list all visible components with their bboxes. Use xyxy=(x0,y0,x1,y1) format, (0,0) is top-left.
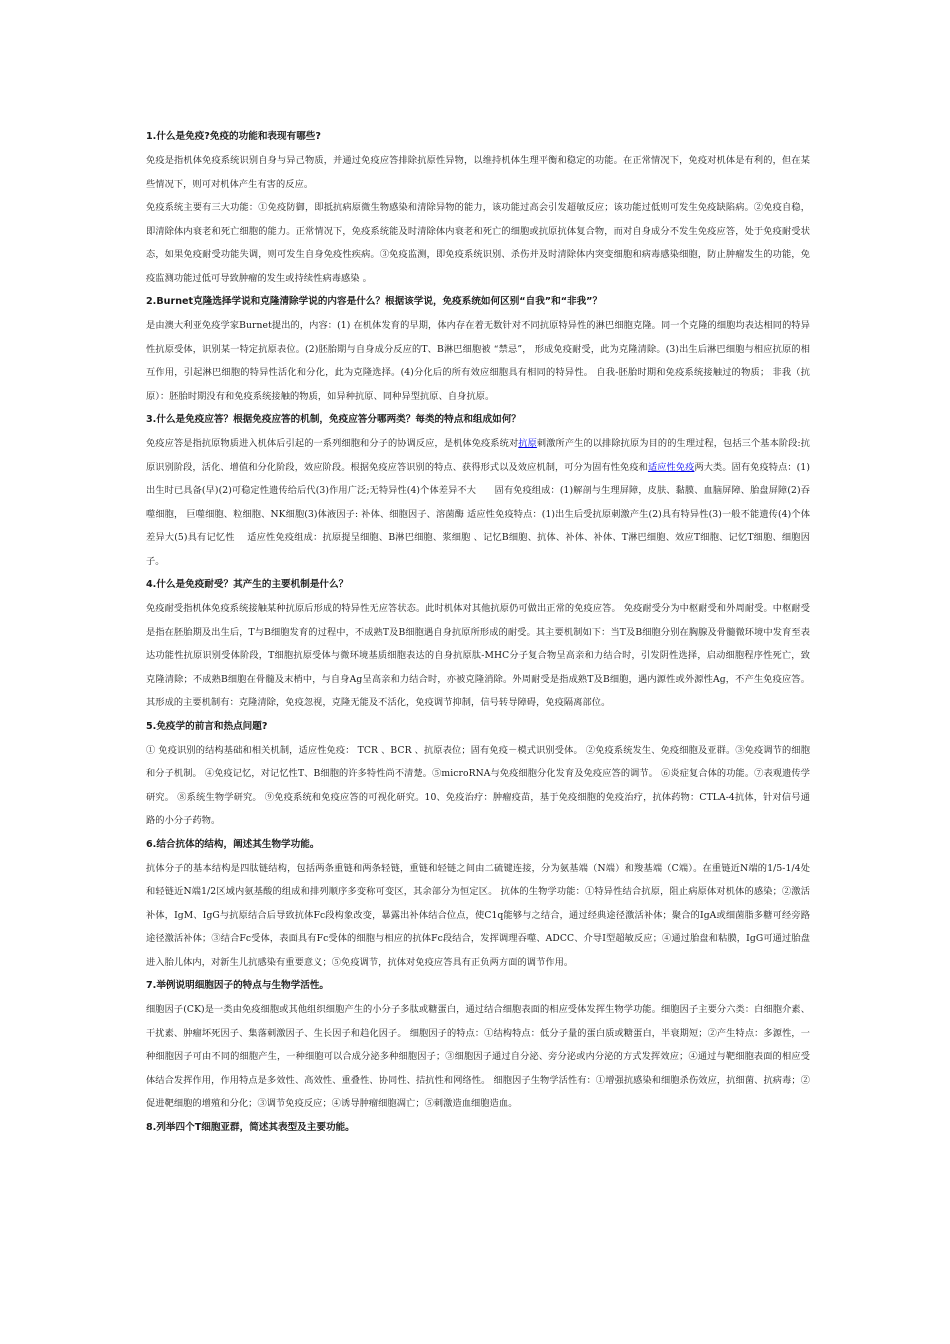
question-4-heading: 4.什么是免疫耐受？其产生的主要机制是什么？ xyxy=(146,579,349,590)
answer-1-paragraph-1: 免疫是指机体免疫系统识别自身与异己物质，并通过免疫应答排除抗原性异物，以维持机体生理平衡和稳定的功能。在正常情况下，免疫对机体是有利的，但在某些情况下，则可对机体产生有害的反应。 xyxy=(146,155,810,190)
antigen-link[interactable]: 抗原 xyxy=(518,438,537,449)
answer-2-paragraph: 是由澳大利亚免疫学家Burnet提出的，内容：(1) 在机体发育的早期，体内存在着无数针对不同抗原特异性的淋巴细胞克隆。同一个克隆的细胞均表达相同的特异性抗原受体，识别某一特定抗原表位。(2)胚胎期与自身成分反应的T、B淋巴细胞被 “禁忌”， 形成免疫耐受，此为克隆清除。(3)出生后淋巴细胞与相应抗原的相互作用，引起淋巴细胞的特异性活化和分化，此为克隆选择。(4)分化后的所有效应细胞具有相同的特异性。 自我-胚胎时期和免疫系统接触过的物质； 非我（抗原）：胚胎时期没有和免疫系统接触的物质，如异种抗原、同种异型抗原、自身抗原。 xyxy=(146,320,810,402)
document-body xyxy=(146,125,810,1140)
answer-3-text-end: 两大类。固有免疫特点：(1)出生时已具备(早)(2)可稳定性遗传给后代(3)作用广泛;无特异性(4)个体差异不大 固有免疫组成：(1)解剖与生理屏障，皮肤、黏膜、血脑屏障、胎盘屏障(2)吞噬细胞， 巨噬细胞、粒细胞、NK细胞(3)体液因子: 补体、细胞因子、溶菌酶 适应性免疫特点：(1)出生后受抗原刺激产生(2)具有特异性(3)一般不能遗传(4)个体差异大(5)具有记忆性 适应性免疫组成：抗原提呈细胞、B淋巴细胞、浆细胞 、记忆B细胞、抗体、补体、补体、T淋巴细胞、效应T细胞、记忆T细胞、细胞因子。 xyxy=(146,461,810,567)
answer-3-text-start: 免疫应答是指抗原物质进入机体后引起的一系列细胞和分子的协调反应，是机体免疫系统对 xyxy=(146,438,519,449)
question-1-heading: 1.什么是免疫?免疫的功能和表现有哪些? xyxy=(146,131,321,142)
answer-1-paragraph-2: 免疫系统主要有三大功能：①免疫防御，即抵抗病原微生物感染和清除异物的能力，该功能过高会引发超敏反应；该功能过低则可发生免疫缺陷病。②免疫自稳，即清除体内衰老和死亡细胞的能力。正常情况下，免疫系统能及时清除体内衰老和死亡的细胞或抗原抗体复合物，而对自身成分不发生免疫应答，处于免疫耐受状态，如果免疫耐受功能失调，则可发生自身免疫性疾病。③免疫监测，即免疫系统识别、杀伤并及时清除体内突变细胞和病毒感染细胞，防止肿瘤发生的功能，免疫监测功能过低可导致肿瘤的发生或持续性病毒感染 。 xyxy=(146,202,810,284)
answer-3-text-middle: 刺激所产生的以排除抗原为目的的生理过程，包括三个基本阶段:抗原识别阶段，活化、增值和分化阶段，效应阶段。根据免疫应答识别的特点、获得形式以及效应机制，可分为固有性免疫和 xyxy=(146,438,810,473)
question-3-heading: 3.什么是免疫应答？根据免疫应答的机制，免疫应答分哪两类？每类的特点和组成如何？ xyxy=(146,414,521,425)
question-7-heading: 7.举例说明细胞因子的特点与生物学活性。 xyxy=(146,980,330,991)
answer-6-paragraph: 抗体分子的基本结构是四肽链结构，包括两条重链和两条轻链，重链和轻链之间由二硫键连接，分为氨基端（N端）和羧基端（C端）。在重链近N端的1/5-1/4处和轻链近N端1/2区域内氨基酸的组成和排列顺序多变称可变区，其余部分为恒定区。 抗体的生物学功能：①特异性结合抗原，阻止病原体对机体的感染；②激活补体，IgM、IgG与抗原结合后导致抗体Fc段构象改变，暴露出补体结合位点，使C1q能够与之结合，通过经典途径激活补体；聚合的IgA或细菌脂多糖可经旁路途径激活补体；③结合Fc受体，表面具有Fc受体的细胞与相应的抗体Fc段结合，发挥调理吞噬、ADCC、介导Ⅰ型超敏反应；④通过胎盘和粘膜，IgG可通过胎盘进入胎儿体内，对新生儿抗感染有重要意义；⑤免疫调节，抗体对免疫应答具有正负两方面的调节作用。 xyxy=(146,862,810,968)
question-6-heading: 6.结合抗体的结构，阐述其生物学功能。 xyxy=(146,838,320,850)
answer-5-paragraph: ① 免疫识别的结构基础和相关机制，适应性免疫： TCR 、BCR 、抗原表位；固有免疫－模式识别受体。 ②免疫系统发生、免疫细胞及亚群。③免疫调节的细胞和分子机制。 ④免疫记忆，对记忆性T、B细胞的许多特性尚不清楚。⑤microRNA与免疫细胞分化发育及免疫应答的调节。 ⑥炎症复合体的功能。⑦表观遗传学研究。 ⑧系统生物学研究。 ⑨免疫系统和免疫应答的可视化研究。10、免疫治疗：肿瘤疫苗，基于免疫细胞的免疫治疗，抗体药物：CTLA-4抗体，针对信号通路的小分子药物。 xyxy=(146,744,810,826)
answer-3-paragraph xyxy=(146,432,810,573)
question-5-heading: 5.免疫学的前言和热点问题? xyxy=(146,720,268,732)
answer-4-paragraph: 免疫耐受指机体免疫系统接触某种抗原后形成的特异性无应答状态。此时机体对其他抗原仍可做出正常的免疫应答。 免疫耐受分为中枢耐受和外周耐受。中枢耐受是指在胚胎期及出生后，T与B细胞发育的过程中，不成熟T及B细胞遇自身抗原所形成的耐受。其主要机制如下：当T及B细胞分别在胸腺及骨髓微环境中发育至表达功能性抗原识别受体阶段，T细胞抗原受体与微环境基质细胞表达的自身抗原肽-MHC分子复合物呈高亲和力结合时，引发阴性选择，启动细胞程序性死亡，致克隆清除；不成熟B细胞在骨髓及末梢中，与自身Ag呈高亲和力结合时，亦被克隆消除。外周耐受是指成熟T及B细胞，遇内源性或外源性Ag，不产生免疫应答。其形成的主要机制有：克隆清除，免疫忽视，克隆无能及不活化，免疫调节抑制，信号转导障碍，免疫隔离部位。 xyxy=(146,603,810,708)
adaptive-immunity-link[interactable]: 适应性免疫 xyxy=(647,461,695,473)
answer-7-paragraph: 细胞因子(CK)是一类由免疫细胞或其他组织细胞产生的小分子多肽或糖蛋白，通过结合细胞表面的相应受体发挥生物学功能。细胞因子主要分六类：白细胞介素、干扰素、肿瘤坏死因子、集落刺激因子、生长因子和趋化因子。 细胞因子的特点：①结构特点：低分子量的蛋白质或糖蛋白，半衰期短；②产生特点：多源性，一种细胞因子可由不同的细胞产生，一种细胞可以合成分泌多种细胞因子；③细胞因子通过自分泌、旁分泌或内分泌的方式发挥效应；④通过与靶细胞表面的相应受体结合发挥作用，作用特点是多效性、高效性、重叠性、协同性、拮抗性和网络性。 细胞因子生物学活性有：①增强抗感染和细胞杀伤效应，抗细菌、抗病毒；②促进靶细胞的增殖和分化；③调节免疫反应；④诱导肿瘤细胞凋亡；⑤刺激造血细胞造血。 xyxy=(146,1004,810,1109)
question-8-heading: 8.列举四个T细胞亚群，简述其表型及主要功能。 xyxy=(146,1121,355,1133)
question-2-heading: 2.Burnet克隆选择学说和克隆清除学说的内容是什么？根据该学说，免疫系统如何区别“自我”和“非我”？ xyxy=(146,296,603,307)
